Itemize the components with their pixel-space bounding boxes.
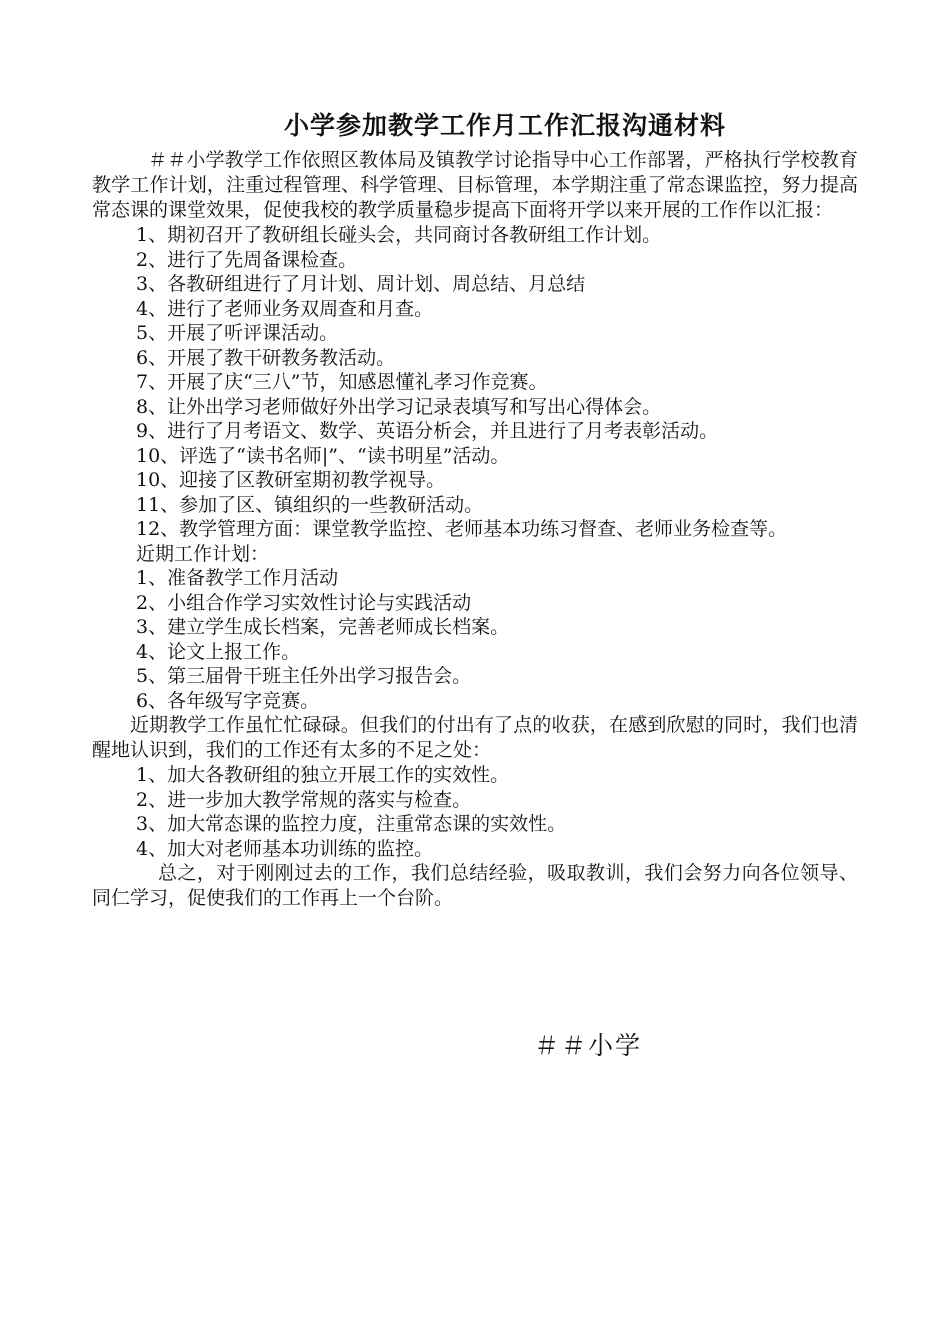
list-item: 6、各年级写字竞赛。	[136, 689, 320, 712]
list-item: 3、加大常态课的监控力度，注重常态课的实效性。	[136, 813, 567, 835]
intro-paragraph: ＃＃小学教学工作依照区教体局及镇教学讨论指导中心工作部署，严格执行学校教育教学工作计划，注重过程管理、科学管理、目标管理，本学期注重了常态课监控，努力提高常态课的课堂效果，促使我校的教学质量稳步提高下面将开学以来开展的工作作以汇报：	[92, 149, 858, 221]
plan-heading: 近期工作计划：	[136, 542, 270, 565]
list-item: 5、第三届骨干班主任外出学习报告会。	[136, 665, 472, 687]
list-item: 1、准备教学工作月活动	[136, 567, 339, 589]
document-body	[92, 110, 858, 911]
list-item: 2、进行了先周备课检查。	[136, 248, 358, 271]
reflection-paragraph: 近期教学工作虽忙忙碌碌。但我们的付出有了点的收获，在感到欣慰的同时，我们也清醒地认识到，我们的工作还有太多的不足之处：	[92, 714, 858, 761]
list-item: 1、加大各教研组的独立开展工作的实效性。	[136, 764, 510, 786]
list-item: 12、教学管理方面：课堂教学监控、老师基本功练习督查、老师业务检查等。	[136, 518, 788, 540]
list-item: 7、开展了庆“三八”节，知感恩懂礼孝习作竞赛。	[136, 371, 548, 393]
list-item: 10、迎接了区教研室期初教学视导。	[136, 469, 446, 491]
list-item: 2、进一步加大教学常规的落实与检查。	[136, 788, 472, 811]
list-item: 4、论文上报工作。	[136, 640, 301, 663]
list-item: 4、加大对老师基本功训练的监控。	[136, 837, 434, 860]
list-item: 1、期初召开了教研组长碰头会，共同商讨各教研组工作计划。	[136, 224, 662, 246]
closing-paragraph: 总之，对于刚刚过去的工作，我们总结经验，吸取教训，我们会努力向各位领导、同仁学习，促使我们的工作再上一个台阶。	[92, 862, 858, 909]
list-item: 3、建立学生成长档案，完善老师成长档案。	[136, 616, 510, 638]
list-item: 10、评选了“读书名师|”、“读书明星”活动。	[136, 444, 510, 467]
plan-item-list	[92, 566, 858, 713]
list-item: 5、开展了听评课活动。	[136, 322, 339, 344]
work-item-list	[92, 223, 858, 542]
list-item: 2、小组合作学习实效性讨论与实践活动	[136, 591, 472, 614]
list-item: 3、各教研组进行了月计划、周计划、周总结、月总结	[136, 273, 586, 295]
list-item: 9、进行了月考语文、数学、英语分析会，并且进行了月考表彰活动。	[136, 420, 719, 442]
list-item: 11、参加了区、镇组织的一些教研活动。	[136, 493, 484, 516]
list-item: 6、开展了教干研教务教活动。	[136, 346, 396, 369]
list-item: 8、让外出学习老师做好外出学习记录表填写和写出心得体会。	[136, 395, 662, 418]
improvement-item-list	[92, 763, 858, 861]
list-item: 4、进行了老师业务双周查和月查。	[136, 297, 434, 320]
page-title: 小学参加教学工作月工作汇报沟通材料	[283, 111, 726, 140]
signature: ＃＃小学	[534, 1031, 643, 1060]
